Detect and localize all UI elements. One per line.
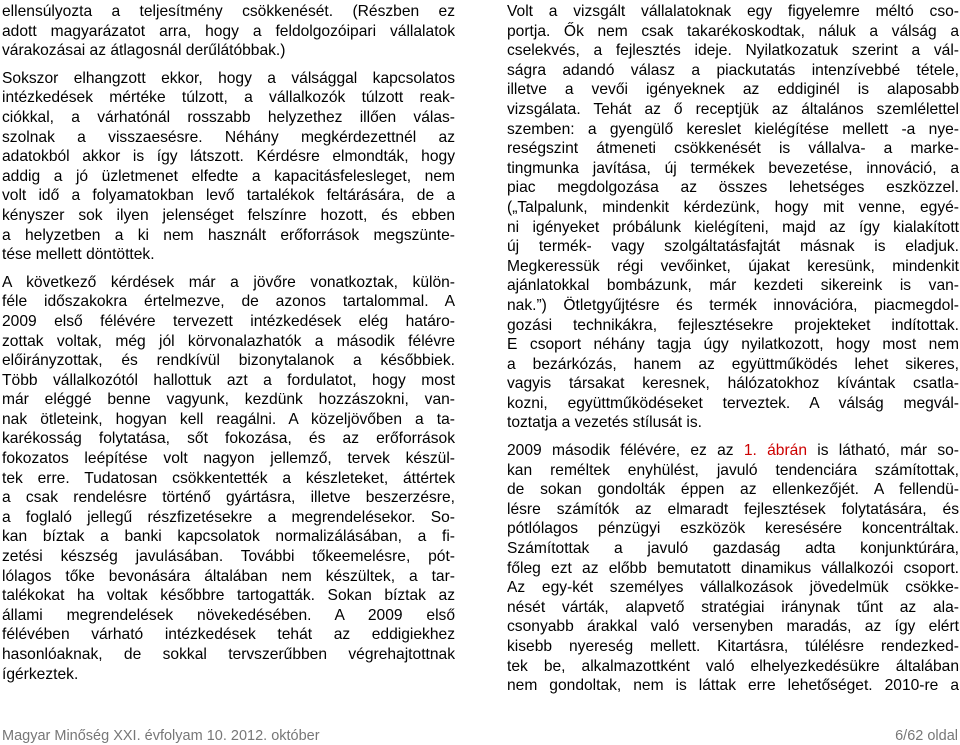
text-line: csonyabb árakkal való versenyben maradás, az így elért — [507, 618, 959, 636]
text-line: nak ötleteink, hogyan kell reagálni. A közeljövőben a ta- — [2, 410, 455, 428]
text-line: a bezárkózás, hanem az együttműködés lehet sikeres, — [507, 355, 959, 373]
text-line: portja. Ők nem csak takarékoskodtak, náluk a válság a — [507, 22, 959, 40]
text-line: már eléggé benne vagyunk, kezdünk hozzászokni, van- — [2, 391, 455, 409]
paragraph-gap — [2, 265, 455, 273]
right-column — [507, 2, 959, 696]
paragraph — [2, 273, 455, 684]
text-line: Számítottak a javuló gazdaság adta konjunktúrára, — [507, 540, 959, 558]
text-line: Több vállalkozótól hallottuk azt a fordulatot, hogy most — [2, 371, 455, 389]
text-segment: 2009 második félévére, ez az — [507, 442, 744, 460]
text-line: szolnak a visszaesésre. Néhány megkérdezettnél az — [2, 128, 455, 146]
text-line: toztatja a vezetés stílusát is. — [507, 414, 703, 432]
text-line: nem gondoltak, nem is láttak erre lehetőséget. 2010-re a — [507, 677, 959, 695]
text-line: gozási technikákra, fejlesztésekre projekteket indítottak. — [507, 316, 959, 334]
text-line: hasonlóaknak, de sokkal tervszerűbben végrehajtottnak — [2, 646, 455, 663]
text-line: volt idő a folyamatokban levő tartalékok feltárására, de a — [2, 187, 455, 205]
text-line: szemben: a gyengülő kereslet kielégítése mellett -a nye- — [507, 120, 959, 138]
text-line: lésre számítók az elmaradt fejlesztések folytatására, és — [507, 500, 959, 518]
text-line: pótlólagos pénzügyi eszközök keresésére koncentráltak. — [507, 520, 959, 538]
text-line: tése mellett döntöttek. — [2, 246, 155, 264]
text-segment: is látható, már so- — [807, 442, 959, 460]
text-line: reségszint átmeneti csökkenését is vállalva- a marke- — [507, 140, 959, 158]
text-line: Megkeressük régi vevőinket, újakat keresünk, mindenkit — [507, 257, 959, 275]
text-line: zetési készség javulásában. További tőkeemelésre, pót- — [2, 548, 455, 566]
text-line: kozni, együttműködéseket terveztek. A válság megvál- — [507, 394, 959, 412]
text-line: vagyis társakat keresnek, hálózatokhoz kívántak csatla- — [507, 375, 959, 393]
text-line: várakozásai az átlagosnál derűlátóbbak.) — [2, 42, 286, 60]
text-line: adatokból akkor is így látszott. Kérdésre elmondták, hogy — [2, 148, 455, 166]
text-line: félévében várható intézkedések tehát az eddigiekhez — [2, 626, 455, 644]
page-number: 6/62 oldal — [895, 728, 958, 744]
text-line: lólagos tőke bevonására általában nem készültek, a tar- — [2, 567, 455, 585]
text-line: piac megdolgozása az összes lehetséges eszközzel. — [507, 179, 959, 197]
paragraph-gap — [507, 433, 959, 441]
text-line: Az egy-két személyes vállalkozások jövedelmük csökke- — [507, 579, 959, 597]
text-line — [507, 441, 959, 461]
text-line: fokozatos leépítése volt nagyon jellemző, tervek készül- — [2, 450, 455, 468]
text-line: főleg ezt az előbb bemutatott dinamikus vállalkozói csoport. — [507, 559, 959, 577]
text-line: a helyzetben a ki nem használt erőforrások megszünte- — [2, 226, 455, 244]
paragraph — [2, 2, 455, 61]
text-line: kan reméltek enyhülést, javuló tendenciára számítottak, — [507, 461, 959, 479]
text-line: ajánlatokkal bombázunk, már kezdeti sikereink is van- — [507, 277, 959, 295]
text-line: Sokszor elhangzott ekkor, hogy a válsággal kapcsolatos — [2, 69, 455, 87]
text-line: ígérkeztek. — [2, 665, 79, 683]
text-line: adott magyarázatot arra, hogy a feldolgozóipari vállalatok — [2, 22, 455, 40]
figure-link[interactable]: 1. ábrán — [743, 442, 807, 460]
text-line: a foglaló jellegű részfizetésekre a megrendelésekor. So- — [2, 508, 455, 526]
paragraph — [2, 69, 455, 265]
text-line: illetve a vevői igényeknek az eddiginél is alaposabb — [507, 81, 959, 99]
text-line: állami megrendelések növekedésében. A 2009 első — [2, 606, 455, 624]
text-line: kisebb nyereség mellett. Kitartásra, túlélésre rendezked- — [507, 638, 959, 655]
text-line: kan bíztak a banki kapcsolatok normalizálásában, a fi- — [2, 528, 455, 546]
text-line: 2009 első félévére tervezett intézkedések elég határo- — [2, 312, 455, 330]
paragraph-gap — [2, 61, 455, 69]
text-line: zottak voltak, még jól körvonalazhatók a második félévre — [2, 332, 455, 350]
paragraph — [507, 441, 959, 696]
text-line: addig a jó üzletmenet elfedte a kapacitásfelesleget, nem — [2, 167, 455, 185]
text-line: ságra adandó válasz a piackutatás intenzívebbé tétele, — [507, 61, 959, 79]
text-line: („Talpalunk, mindenkit kérdezünk, hogy mit venne, egyé- — [507, 198, 959, 216]
text-line: nését várták, alapvető stratégiai iránynak tűnt az ala- — [507, 598, 959, 616]
text-line: intézkedések mértéke túlzott, a vállalkozók túlzott reak- — [2, 89, 455, 107]
text-line: előirányzottak, és rendkívül bizonytalanok a későbbiek. — [2, 352, 455, 370]
text-line: tingmunka javítása, új termékek bevezetése, innováció, a — [507, 159, 959, 177]
text-line: Volt a vizsgált vállalatoknak egy figyelemre méltó cso- — [507, 3, 959, 20]
text-line: talékokat ha voltak későbbre tartogatták. Sokan bíztak az — [2, 587, 455, 605]
text-line: de sokan gondolták éppen az ellenkezőjét. A fellendü- — [507, 481, 959, 499]
page-footer — [2, 727, 958, 745]
text-line: féle időszakokra értelmezve, de azonos tartalommal. A — [2, 293, 455, 311]
left-column — [2, 2, 455, 684]
text-line: tek be, alkalmazottként való elhelyezkedésükre általában — [507, 657, 959, 675]
text-line: karékosság folytatása, sőt fokozása, és az erőforrások — [2, 430, 455, 448]
text-line: kényszer sok ilyen jelenséget felszínre hozott, és ebben — [2, 206, 455, 224]
footer-publication: Magyar Minőség XXI. évfolyam 10. 2012. október — [2, 728, 320, 744]
text-line: cselekvés, a fejlesztés ideje. Nyilatkozatuk szerint a vál- — [507, 42, 959, 60]
text-line: vizsgálata. Tehát az ő receptjük az általános szemlélettel — [507, 100, 959, 118]
text-line: ellensúlyozta a teljesítmény csökkenését. (Részben ez — [2, 3, 455, 20]
text-line: a csak rendelésre történő gyártásra, illetve beszerzésre, — [2, 489, 455, 507]
text-line: ciókkal, a várhatónál rosszabb helyzethez illően válas- — [2, 108, 455, 126]
paragraph — [507, 2, 959, 433]
text-line: nak.”) Ötletgyűjtésre és termék innovációra, piacmegdol- — [507, 296, 959, 314]
text-line: tek erre. Tudatosan csökkentették a készleteket, áttértek — [2, 469, 455, 487]
text-line: A következő kérdések már a jövőre vonatkoztak, külön- — [2, 273, 455, 291]
text-line: ni igényeket próbálunk kielégíteni, majd az így kialakított — [507, 218, 959, 236]
text-line: E csoport néhány tagja úgy nyilatkozott, hogy most nem — [507, 336, 959, 354]
text-line: új termék- vagy szolgáltatásfajtát másnak is eladjuk. — [507, 238, 959, 256]
